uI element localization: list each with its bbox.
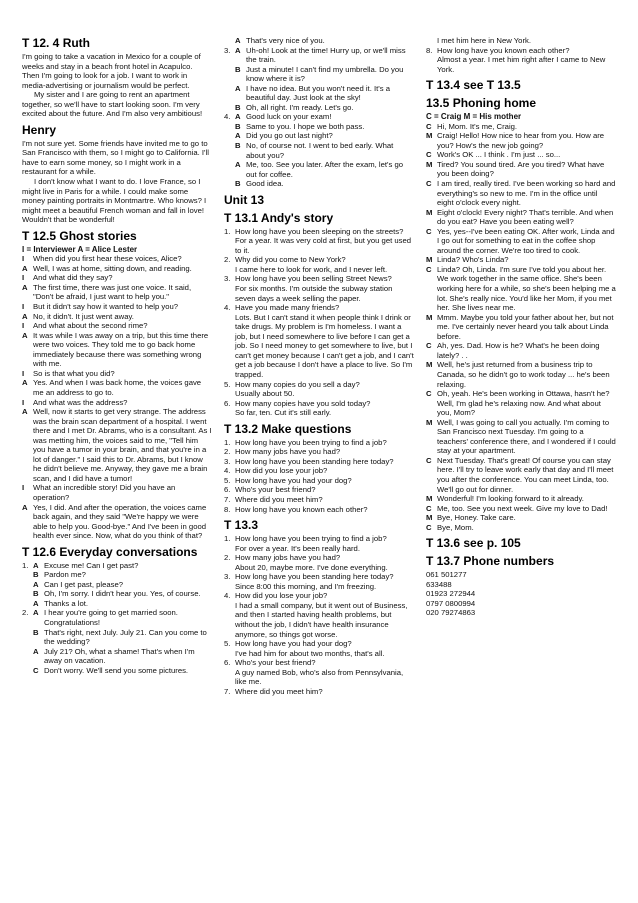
section-title-t12-5: T 12.5 Ghost stories xyxy=(22,228,137,243)
conversation-item xyxy=(22,561,212,609)
answer-text: Almost a year. I met him right after I came to New York. xyxy=(437,55,606,74)
phone-number: 061 501277 xyxy=(426,570,467,580)
section-title-t13-5: 13.5 Phoning home xyxy=(426,96,537,111)
answer-text: Lots. But I can't stand it when people think I drink or take drugs. My problem is I'm homeless. I want a job, but I need somewhere to live before I can get a job. So I need money to get somewhere to live, but I can't get money because I can't get a job, and I can't get a job because I don't have a place to live. So I'm trapped. xyxy=(235,312,414,379)
dialogue-line xyxy=(426,513,616,523)
section-title-t13-1: T 13.1 Andy's story xyxy=(224,210,334,225)
item-number: 8. xyxy=(426,45,433,55)
speaker-label: C xyxy=(426,150,432,160)
dialogue-line xyxy=(22,331,212,369)
speaker-label: M xyxy=(426,312,433,322)
section-title-t13-3: T 13.3 xyxy=(224,518,259,533)
dialogue-line xyxy=(224,112,414,122)
qa-item xyxy=(224,639,414,658)
item-number: 4. xyxy=(224,591,231,601)
item-number: 2. xyxy=(224,553,231,563)
answer-text: For six months. I'm outside the subway station seven days a week selling the paper. xyxy=(235,284,393,303)
dialogue-text: No, it didn't. It just went away. xyxy=(33,311,134,321)
speaker-label: C xyxy=(426,179,432,189)
dialogue-text: Wonderful! I'm looking forward to it already. xyxy=(437,494,584,504)
question-item xyxy=(224,485,414,495)
speaker-label: A xyxy=(235,160,241,170)
dialogue-line xyxy=(22,378,212,397)
ghost-stories-dialogue xyxy=(22,254,212,540)
question-text: How many copies do you sell a day? xyxy=(235,379,360,389)
dialogue-text: What an incredible story! Did you have an operation? xyxy=(33,483,176,502)
dialogue-line xyxy=(426,122,616,132)
section-title-t13-6: T 13.6 see p. 105 xyxy=(426,536,521,551)
question-text: How long have you been trying to find a job? xyxy=(235,534,387,544)
dialogue-line xyxy=(22,273,212,283)
dialogue-line xyxy=(224,36,414,46)
phone-number: 0797 0800994 xyxy=(426,598,476,608)
question-text: Where did you meet him? xyxy=(235,686,323,696)
question-text: How long have you had your dog? xyxy=(235,475,352,485)
dialogue-text: No, of course not. I went to bed early. What about you? xyxy=(246,141,394,160)
speaker-label: A xyxy=(235,112,241,122)
speaker-label: C xyxy=(426,226,432,236)
question-text: How did you lose your job? xyxy=(235,591,328,601)
dialogue-text: Don't worry. We'll send you some pictures. xyxy=(44,665,189,675)
qa-item xyxy=(224,380,414,399)
phoning-home-dialogue xyxy=(426,122,616,533)
item-number: 5. xyxy=(224,475,231,485)
section-title-t13-4: T 13.4 see T 13.5 xyxy=(426,78,521,93)
dialogue-text: Well, I was at home, sitting down, and reading. xyxy=(33,263,192,273)
conversation-item xyxy=(22,608,212,675)
dialogue-text: That's right, next July. July 21. Can you come to the wedding? xyxy=(44,627,207,647)
dialogue-line xyxy=(22,589,212,599)
speaker-label: M xyxy=(426,255,433,265)
answer-text: For a year. It was very cold at first, but you get used to it. xyxy=(235,236,412,255)
phone-number: 633488 xyxy=(426,579,452,589)
dialogue-text: I have no idea. But you won't need it. It's a beautiful day. Just look at the sky! xyxy=(246,83,390,103)
question-item xyxy=(224,505,414,515)
dialogue-line xyxy=(22,561,212,571)
question-text: How long have you known each other? xyxy=(235,504,368,514)
dialogue-text: Well, now it starts to get very strange. The address was the brain scan department of a hospital. I went there and I met Dr. Abrams, who is a consultant. As I was metting him, the voices said to me, "Tell him you have a tumor in your brain, and that you're in a lot of danger." I said this to Dr. Abrams, but I know he didn't believe me. Anyway, they gave me a brain scan, and I did have a tumor! xyxy=(33,407,212,483)
dialogue-text: Thanks a lot. xyxy=(44,598,89,608)
speaker-label: I xyxy=(22,302,25,312)
dialogue-text: The first time, there was just one voice. It said, "Don't be afraid, I just want to help you." xyxy=(33,282,192,302)
section-title-t12-4: T 12. 4 Ruth xyxy=(22,36,91,50)
speaker-label: M xyxy=(426,159,433,169)
question-text: How long have you been selling Street News? xyxy=(235,274,392,284)
item-number: 5. xyxy=(224,379,231,389)
speaker-label: A xyxy=(22,502,28,512)
qa-item xyxy=(224,303,414,379)
dialogue-line xyxy=(426,313,616,342)
dialogue-line xyxy=(426,208,616,227)
item-number: 4. xyxy=(224,112,231,122)
speaker-label: C xyxy=(426,121,432,131)
answer-text: I had a small company, but it went out of Business, and then I started having health problems, but without the job, I didn't have health insurance anymore, so things got worse. xyxy=(235,600,408,639)
speaker-label: M xyxy=(426,513,433,523)
section-title-henry: Henry xyxy=(22,122,57,137)
dialogue-line xyxy=(224,179,414,189)
dialogue-line xyxy=(22,407,212,483)
answer-text: Usually about 50. xyxy=(235,389,295,399)
answer-text: Since 8:00 this morning, and I'm freezing. xyxy=(235,581,377,591)
speaker-label: M xyxy=(426,494,433,504)
item-number: 8. xyxy=(224,504,231,514)
speaker-label: B xyxy=(235,64,241,74)
dialogue-text: Well, I was going to call you actually. I'm coming to San Francisco next Tuesday. I'm going to a teachers' conference there, and I wondered if I could stay at your apartment. xyxy=(437,417,616,456)
speaker-label: C xyxy=(426,389,432,399)
dialogue-text: Bye, Mom. xyxy=(437,522,474,532)
item-number: 4. xyxy=(224,303,231,313)
item-number: 1. xyxy=(224,534,231,544)
dialogue-line xyxy=(426,523,616,533)
speaker-label: A xyxy=(33,598,39,608)
dialogue-text: Linda? Who's Linda? xyxy=(437,255,509,265)
qa-item xyxy=(224,591,414,639)
dialogue-text: Bye, Honey. Take care. xyxy=(437,513,516,523)
item-number: 6. xyxy=(224,485,231,495)
question-text: How long have you had your dog? xyxy=(235,639,352,649)
dialogue-line xyxy=(426,360,616,389)
dialogue-line xyxy=(22,302,212,312)
dialogue-line xyxy=(22,264,212,274)
speaker-label: B xyxy=(235,121,241,131)
dialogue-line xyxy=(426,389,616,418)
item-number: 7. xyxy=(224,686,231,696)
dialogue-text: And what did they say? xyxy=(33,273,113,283)
dialogue-line xyxy=(224,131,414,141)
dialogue-line xyxy=(224,84,414,103)
dialogue-line xyxy=(224,103,414,113)
dialogue-text: Craig! Hello! How nice to hear from you. How are you? How's the new job going? xyxy=(437,131,605,150)
question-text: Why did you come to New York? xyxy=(235,255,346,265)
speaker-label: C xyxy=(426,341,432,351)
question-text: How many jobs have you had? xyxy=(235,553,341,563)
speaker-label: C xyxy=(426,264,432,274)
dialogue-line xyxy=(22,312,212,322)
dialogue-text: Oh, I'm sorry. I didn't hear you. Yes, of course. xyxy=(44,589,201,599)
dialogue-line xyxy=(22,321,212,331)
dialogue-text: Uh-oh! Look at the time! Hurry up, or we'll miss the train. xyxy=(246,45,406,65)
dialogue-text: Hi, Mom. It's me, Craig. xyxy=(437,121,518,131)
speaker-label: A xyxy=(22,282,28,292)
item-number: 3. xyxy=(224,45,231,55)
dialogue-text: When did you first hear these voices, Alice? xyxy=(33,254,182,264)
dialogue-text: Yes, I did. And after the operation, the voices came back again, and they said "We're happy we were able to help you. Good-bye." And I've been in good health ever since. Now, what do you think of that? xyxy=(33,502,207,541)
dialogue-text: And what about the second rime? xyxy=(33,321,148,331)
phone-number: 020 79274863 xyxy=(426,608,476,618)
speaker-label: A xyxy=(22,407,28,417)
speaker-label: B xyxy=(33,589,39,599)
column-1 xyxy=(22,36,212,696)
dialogue-text: Yes, yes--I've been eating OK. After work, Linda and I go out for something to eat in the coffee shop around the corner. We're too tired to cook. xyxy=(437,226,615,255)
speaker-key: I = Interviewer A = Alice Lester xyxy=(22,244,138,254)
ruth-paragraph-2: My sister and I are going to rent an apartment together, so we'll have to start looking soon. I'm very excited about the future. And I'm also very ambitious! xyxy=(22,90,203,119)
dialogue-line xyxy=(426,150,616,160)
phone-number: 01923 272944 xyxy=(426,589,476,599)
dialogue-line xyxy=(22,647,212,666)
speaker-label: A xyxy=(22,263,28,273)
dialogue-line xyxy=(22,570,212,580)
item-number: 7. xyxy=(224,494,231,504)
item-number: 2. xyxy=(224,255,231,265)
qa-item xyxy=(224,534,414,553)
speaker-label: I xyxy=(22,483,25,493)
dialogue-line xyxy=(22,254,212,264)
dialogue-line xyxy=(426,418,616,456)
section-title-t12-6: T 12.6 Everyday conversations xyxy=(22,544,198,559)
item-number: 1. xyxy=(224,437,231,447)
question-item xyxy=(224,438,414,448)
speaker-label: A xyxy=(22,330,28,340)
dialogue-line xyxy=(426,160,616,179)
dialogue-line xyxy=(224,46,414,65)
dialogue-line xyxy=(22,503,212,541)
conversation-item xyxy=(224,46,414,113)
speaker-label: B xyxy=(33,570,39,580)
dialogue-text: Oh, all right. I'm ready. Let's go. xyxy=(246,102,354,112)
speaker-label: A xyxy=(33,579,39,589)
question-item xyxy=(224,495,414,505)
item-number: 4. xyxy=(224,466,231,476)
speaker-label: M xyxy=(426,131,433,141)
answer-text: A guy named Bob, who's also from Pennsylvania, like me. xyxy=(235,667,404,687)
dialogue-text: Yes. And when I was back home, the voices gave me an address to go to. xyxy=(33,378,202,397)
speaker-label: I xyxy=(22,273,25,283)
speaker-label: B xyxy=(235,141,241,151)
speaker-label: C xyxy=(426,522,432,532)
speaker-label: A xyxy=(22,311,28,321)
dialogue-line xyxy=(22,580,212,590)
dialogue-text: Did you go out last night? xyxy=(246,131,333,141)
speaker-label: A xyxy=(235,45,241,55)
dialogue-line xyxy=(22,398,212,408)
dialogue-line xyxy=(22,283,212,302)
dialogue-text: It was while I was away on a trip, but this time there were two voices. They told me to go back home immediately because there was something wrong with me. xyxy=(33,330,209,369)
dialogue-text: That's very nice of you. xyxy=(246,36,325,45)
speaker-label: A xyxy=(235,36,241,45)
question-item xyxy=(224,466,414,476)
question-text: How many copies have you sold today? xyxy=(235,398,371,408)
question-text: How long have you been standing here today? xyxy=(235,456,394,466)
henry-paragraph-1: I'm not sure yet. Some friends have invited me to go to San Francisco with them, so I might go to California. I'll have to earn some money, so I might work in a restaurant for a while. xyxy=(22,138,209,177)
item-number: 1. xyxy=(224,226,231,236)
dialogue-line xyxy=(224,160,414,179)
dialogue-text: Eight o'clock! Every night? That's terrible. And when do you eat? Have you been eating well? xyxy=(437,207,614,227)
dialogue-text: Can I get past, please? xyxy=(44,579,124,589)
question-text: How long have you been trying to find a job? xyxy=(235,437,387,447)
question-text: How long have you known each other? xyxy=(437,45,570,55)
speaker-label: I xyxy=(22,368,25,378)
qa-item xyxy=(224,553,414,572)
speaker-label: I xyxy=(22,397,25,407)
question-text: Where did you meet him? xyxy=(235,494,323,504)
dialogue-line xyxy=(22,628,212,647)
dialogue-text: Oh, yeah. He's been working in Ottawa, hasn't he? Well, I'm glad he's relaxing now. And what about you, Mom? xyxy=(437,389,610,418)
dialogue-line xyxy=(426,227,616,256)
dialogue-text: Just a minute! I can't find my umbrella. Do you know where it is? xyxy=(246,64,404,84)
dialogue-text: Next Tuesday. That's great! Of course you can stay here. I'll try to leave work early that day and I'll meet you after the conference. You can meet Linda, too. We'll go out for dinner. xyxy=(437,455,614,494)
dialogue-line xyxy=(22,666,212,676)
dialogue-line xyxy=(224,141,414,160)
dialogue-line xyxy=(22,608,212,627)
speaker-label: M xyxy=(426,360,433,370)
qa-item xyxy=(224,399,414,418)
speaker-label: A xyxy=(33,560,39,570)
dialogue-text: Same to you. I hope we both pass. xyxy=(246,121,365,131)
dialogue-text: But it didn't say how it wanted to help you? xyxy=(33,302,179,312)
question-text: How long have you been standing here today? xyxy=(235,572,394,582)
dialogue-text: Tired? You sound tired. Are you tired? What have you been doing? xyxy=(437,159,605,179)
qa-item xyxy=(224,572,414,591)
dialogue-line xyxy=(426,456,616,494)
dialogue-text: Mmm. Maybe you told your father about her, but not me. I've certainly never heard you talk about Linda before. xyxy=(437,312,614,341)
speaker-label: B xyxy=(235,102,241,112)
answer-text: So far, ten. Cut it's still early. xyxy=(235,408,332,418)
speaker-key: C = Craig M = His mother xyxy=(426,112,522,122)
speaker-label: C xyxy=(33,665,39,675)
dialogue-line xyxy=(22,483,212,502)
item-number: 1. xyxy=(22,560,29,570)
dialogue-text: July 21? Oh, what a shame! That's when I'm away on vacation. xyxy=(44,646,195,666)
section-title-t13-2: T 13.2 Make questions xyxy=(224,421,352,436)
dialogue-text: Good luck on your exam! xyxy=(246,112,332,122)
question-item xyxy=(224,476,414,486)
question-text: How long have you been sleeping on the streets? xyxy=(235,226,404,236)
dialogue-text: Ah, yes. Dad. How is he? What's he been doing lately? . . xyxy=(437,341,600,360)
dialogue-text: Excuse me! Can I get past? xyxy=(44,560,139,570)
speaker-label: B xyxy=(235,179,241,189)
question-text: Who's your best friend? xyxy=(235,658,316,668)
speaker-label: C xyxy=(426,455,432,465)
answer-text: I came here to look for work, and I never left. xyxy=(235,264,388,274)
dialogue-line xyxy=(22,599,212,609)
speaker-label: I xyxy=(22,321,25,331)
conversation-item xyxy=(224,112,414,188)
dialogue-line xyxy=(22,369,212,379)
dialogue-text: I am tired, really tired. I've been working so hard and everything's so new to me. I'm in the office until eight o'clock every night. xyxy=(437,179,616,208)
dialogue-text: Linda? Oh, Linda. I'm sure I've told you about her. We work together in the same office. She's been working here for a while, so she's been helping me a lot. She's really nice. You'd like her Mom, if you met her. She lives near me. xyxy=(437,264,616,313)
qa-item xyxy=(224,658,414,687)
question-item xyxy=(224,457,414,467)
qa-item xyxy=(224,274,414,303)
dialogue-line xyxy=(426,494,616,504)
dialogue-line xyxy=(426,255,616,265)
speaker-label: A xyxy=(33,646,39,656)
speaker-label: M xyxy=(426,207,433,217)
question-text: Have you made many friends? xyxy=(235,303,340,313)
speaker-label: B xyxy=(33,627,39,637)
dialogue-text: And what was the address? xyxy=(33,397,128,407)
question-text: Who's your best friend? xyxy=(235,485,316,495)
dialogue-line xyxy=(426,265,616,313)
dialogue-text: Pardon me? xyxy=(44,570,86,580)
dialogue-text: Work's OK ... I think . I'm just ... so... xyxy=(437,150,561,160)
dialogue-text: Good idea. xyxy=(246,179,284,189)
answer-text: For over a year. It's been really hard. xyxy=(235,543,360,553)
question-item xyxy=(224,447,414,457)
dialogue-line xyxy=(224,122,414,132)
item-number: 3. xyxy=(224,572,231,582)
dialogue-text: Me, too. See you next week. Give my love to Dad! xyxy=(437,503,608,513)
column-3 xyxy=(426,36,616,696)
item-number: 2. xyxy=(224,447,231,457)
item-number: 3. xyxy=(224,456,231,466)
dialogue-text: I hear you're going to get married soon. Congratulations! xyxy=(44,608,178,627)
answer-text: About 20, maybe more. I've done everything. xyxy=(235,562,388,572)
ruth-paragraph-1: I'm going to take a vacation in Mexico for a couple of weeks and stay in a beach front hotel in Acapulco. Then I'm going to look for a job. I want to work in media-advertising or journalism would be perfect. xyxy=(22,52,201,90)
speaker-label: A xyxy=(235,131,241,141)
item-number: 6. xyxy=(224,658,231,668)
item-number: 6. xyxy=(224,398,231,408)
dialogue-line xyxy=(426,131,616,150)
speaker-label: A xyxy=(22,378,28,388)
speaker-label: C xyxy=(426,503,432,513)
dialogue-line xyxy=(426,504,616,514)
answer-text: I've had him for about two months, that's all. xyxy=(235,648,385,658)
dialogue-line xyxy=(426,341,616,360)
dialogue-line xyxy=(224,65,414,84)
answer-text: I met him here in New York. xyxy=(437,36,531,45)
dialogue-text: Me, too. See you later. After the exam, let's go out for coffee. xyxy=(246,160,404,179)
column-2 xyxy=(224,36,414,696)
question-text: How many jobs have you had? xyxy=(235,447,341,457)
qa-item xyxy=(224,227,414,256)
section-title-t13-7: T 13.7 Phone numbers xyxy=(426,554,555,569)
speaker-label: A xyxy=(235,83,241,93)
dialogue-text: So is that what you did? xyxy=(33,368,115,378)
question-text: How did you lose your job? xyxy=(235,466,328,476)
speaker-label: I xyxy=(22,254,25,264)
unit-title: Unit 13 xyxy=(224,192,265,207)
dialogue-line xyxy=(426,179,616,208)
henry-paragraph-2: I don't know what I want to do. I love France, so I might live in Paris for a while. I could make some money painting portraits in Montmartre. Who knows? I might meet a beautiful French woman and fall in love! Wouldn't that be wonderful! xyxy=(22,177,207,225)
qa-item xyxy=(224,687,414,697)
item-number: 3. xyxy=(224,274,231,284)
qa-item xyxy=(224,255,414,274)
speaker-label: M xyxy=(426,417,433,427)
item-number: 2. xyxy=(22,608,29,618)
dialogue-text: Well, he's just returned from a business trip to Canada, so he didn't go to work today ... he's been relaxing. xyxy=(437,360,610,389)
qa-item xyxy=(426,46,616,75)
item-number: 5. xyxy=(224,639,231,649)
speaker-label: A xyxy=(33,608,39,618)
